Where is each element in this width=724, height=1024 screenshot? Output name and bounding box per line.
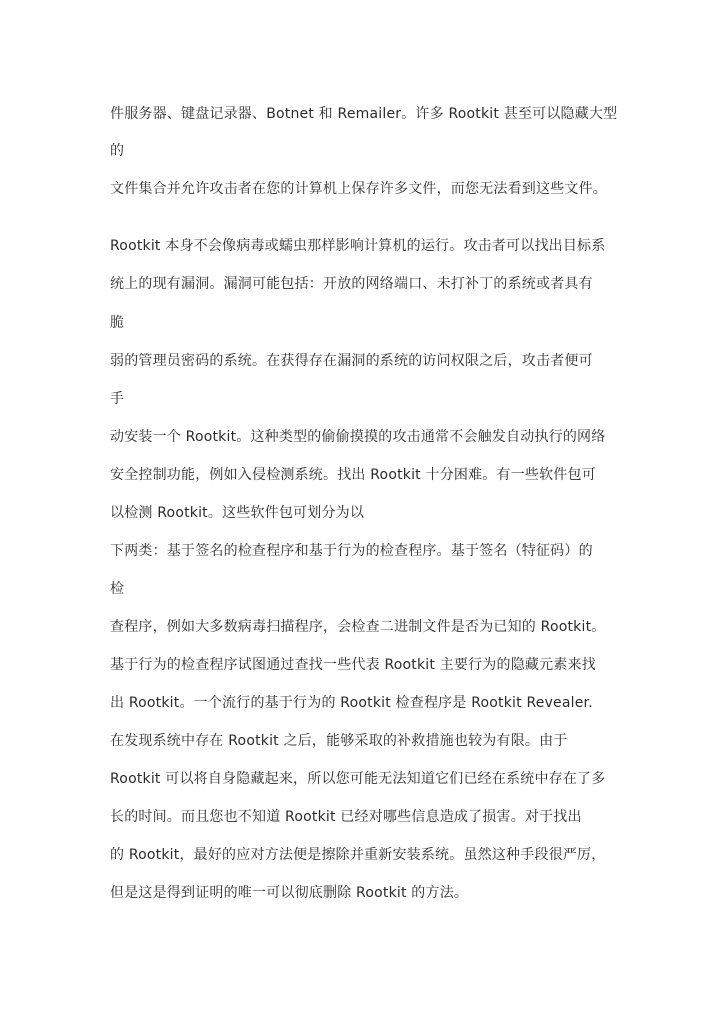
text-line: 下两类：基于签名的检查程序和基于行为的检查程序。基于签名（特征码）的 (110, 543, 593, 559)
text-line: 的 Rootkit，最好的应对方法便是擦除并重新安装系统。虽然这种手段很严厉， (110, 847, 606, 863)
text-line: 基于行为的检查程序试图通过查找一些代表 Rootkit 主要行为的隐藏元素来找 (110, 657, 596, 673)
text-line: 出 Rootkit。一个流行的基于行为的 Rootkit 检查程序是 Rootkit Revealer. (110, 695, 593, 711)
text-line: 检 (110, 581, 125, 597)
text-line: 统上的现有漏洞。漏洞可能包括：开放的网络端口、未打补丁的系统或者具有 (110, 276, 593, 292)
text-line: 弱的管理员密码的系统。在获得存在漏洞的系统的访问权限之后，攻击者便可 (110, 353, 593, 369)
text-line: 安全控制功能，例如入侵检测系统。找出 Rootkit 十分困难。有一些软件包可 (110, 467, 596, 483)
text-line: 脆 (110, 315, 125, 331)
text-line: 手 (110, 391, 125, 407)
text-line: 长的时间。而且您也不知道 Rootkit 已经对哪些信息造成了损害。对于找出 (110, 809, 582, 825)
text-line: 文件集合并允许攻击者在您的计算机上保存许多文件，而您无法看到这些文件。 (110, 181, 607, 197)
text-line: 件服务器、键盘记录器、Botnet 和 Remailer。许多 Rootkit 甚至可以隐藏大型 (110, 106, 618, 122)
text-line: 的 (110, 143, 125, 159)
text-line: 以检测 Rootkit。这些软件包可划分为以 (110, 505, 365, 521)
text-line: 但是这是得到证明的唯一可以彻底删除 Rootkit 的方法。 (110, 885, 469, 901)
text-line: Rootkit 可以将自身隐藏起来，所以您可能无法知道它们已经在系统中存在了多 (110, 771, 606, 787)
text-line: 在发现系统中存在 Rootkit 之后，能够采取的补救措施也较为有限。由于 (110, 733, 568, 749)
text-line: 查程序，例如大多数病毒扫描程序，会检查二进制文件是否为已知的 Rootkit。 (110, 619, 606, 635)
text-line: 动安装一个 Rootkit。这种类型的偷偷摸摸的攻击通常不会触发自动执行的网络 (110, 429, 606, 445)
text-line: Rootkit 本身不会像病毒或蠕虫那样影响计算机的运行。攻击者可以找出目标系 (110, 238, 606, 254)
